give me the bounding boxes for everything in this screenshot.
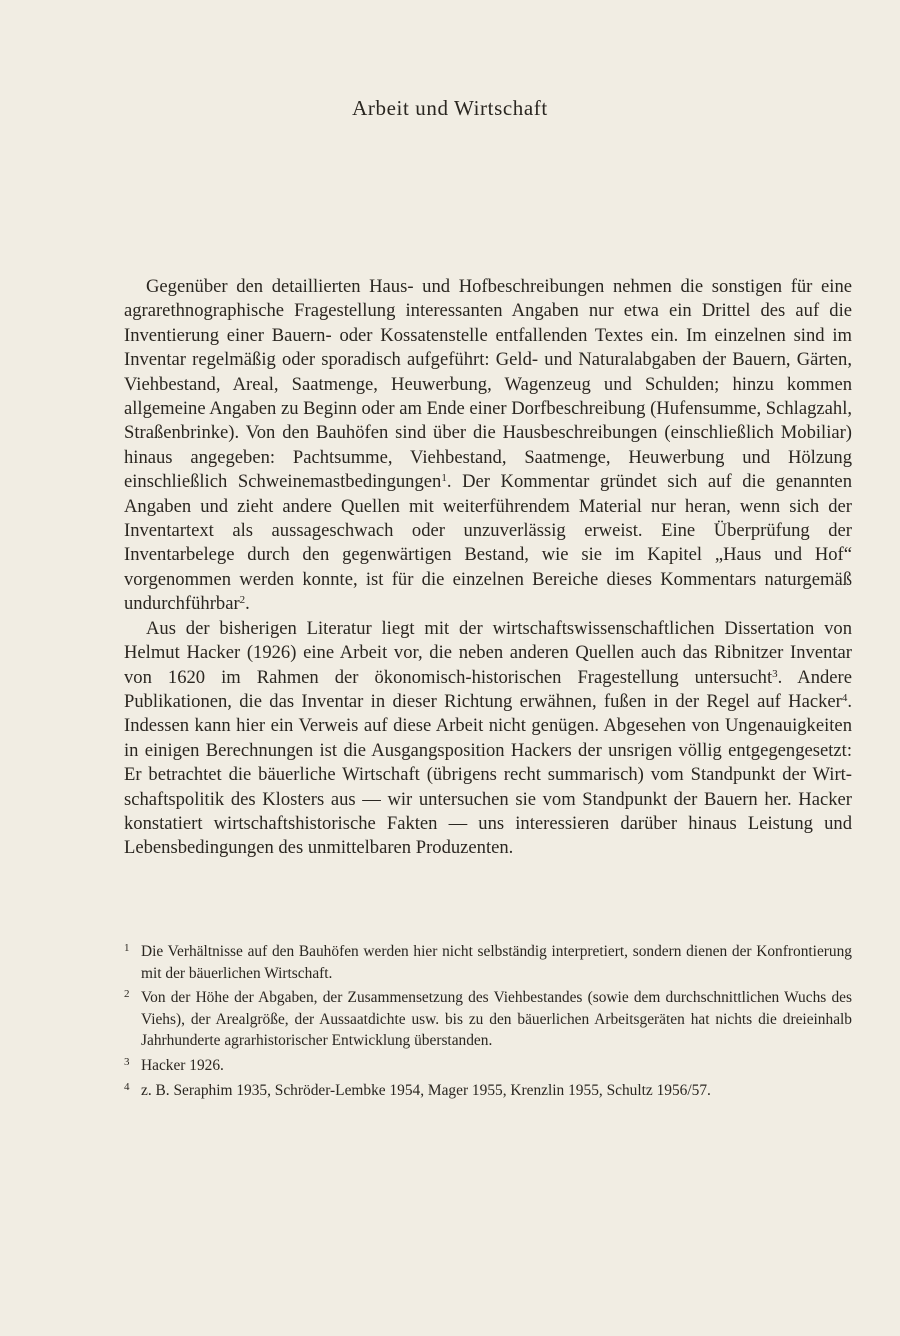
footnote-ref: 1 (441, 472, 447, 485)
paragraph-text: . Der Kommentar gründet sich auf die genannten Angaben und zieht andere Quellen mit weiterführendem Material nur heran, wenn sich der Inventartext als aussageschwach oder unzuverlässig erweist. Eine Überprüfung der Inventarbelege durch den gegenwärtigen Bestand, wie sie im Kapitel „Haus und Hof“ vorgenommen werden konnte, ist für die einzelnen Bereiche dieses Kommentars naturgemäß undurchführbar (124, 471, 852, 615)
footnote-text: Die Verhältnisse auf den Bauhöfen werden hier nicht selbständig interpretiert, sondern dienen der Konfrontierung mit der bäuerlichen Wirtschaft. (141, 943, 852, 982)
body-text (124, 275, 852, 861)
footnote (124, 941, 852, 984)
footnote-ref: 2 (239, 594, 246, 607)
paragraph-text: Gegenüber den detaillierten Haus- und Hofbeschreibungen nehmen die sonstigen für eine agrarethnographische Fragestellung interessanten Angaben nur etwa ein Drittel des auf die Inventierung einer Bauern- oder Kossatenstelle entfallenden Textes ein. Im einzelnen sind im Inventar regelmäßig oder sporadisch aufgeführt: Geld- und Naturalabgaben der Bauern, Gärten, Viehbestand, Areal, Saatmenge, Heuwerbung, Wagenzeug und Schulden; hinzu kommen allgemeine Angaben zu Beginn oder am Ende einer Dorfbeschreibung (Hufensumme, Schlagzahl, Straßenbrinke). Von den Bauhöfen sind über die Hausbeschreibungen (einschließlich Mobiliar) hinaus angegeben: Pachtsumme, Viehbestand, Saatmenge, Heuwerbung und Hölzung einschließlich Schweinemastbedingungen (124, 276, 853, 493)
footnote (124, 987, 852, 1052)
footnote-number: 4 (124, 1080, 130, 1093)
footnotes (124, 941, 852, 1104)
paragraph (124, 617, 852, 861)
footnote-ref: 4 (841, 691, 848, 704)
footnote-number: 1 (124, 942, 130, 954)
paragraph-text: Aus der bisherigen Literatur liegt mit der wirtschaftswissenschaftlichen Dissertation von Helmut Hacker (1926) eine Arbeit vor, die neben anderen Quellen auch das Ribnitzer Inventar von 1620 im Rahmen der ökonomisch-historischen Fragestellung untersucht (124, 617, 852, 688)
paragraph (124, 275, 852, 617)
footnote-text: z. B. Seraphim 1935, Schröder-Lembke 1954, Mager 1955, Krenzlin 1955, Schultz 1956/57. (141, 1081, 711, 1099)
footnote-text: Von der Höhe der Abgaben, der Zusammensetzung des Viehbestandes (sowie dem durchschnittlichen Wuchs des Viehs), der Arealgröße, der Aussaatdichte usw. bis zu den bäuerlichen Arbeitsgeräten hat nichts die dreieinhalb Jahrhunderte agrarhistorischer Entwicklung überstanden. (141, 989, 852, 1050)
footnote (124, 1055, 852, 1077)
paragraph-text: . Indessen kann hier ein Verweis auf diese Arbeit nicht genügen. Abgesehen von Ungenauigkeiten in einigen Berechnungen ist die Ausgangsposition Hackers der unsrigen völlig entgegengesetzt: Er betrachtet die bäuerliche Wirtschaft (übrigens recht summarisch) vom Standpunkt der Wirtschaftspolitik des Klosters aus — wir untersuchen sie vom Standpunkt der Bauern her. Hacker konstatiert wirtschaftshistorische Fakten — uns interessieren darüber hinaus Leistung und Lebensbedingungen des unmittelbaren Produzenten. (124, 690, 852, 859)
paragraph-text: . Andere Publikationen, die das Inventar in dieser Richtung erwähnen, fußen in der Regel auf Hacker (124, 666, 852, 712)
footnote-ref: 3 (772, 667, 778, 680)
footnote-text: Hacker 1926. (141, 1056, 224, 1074)
footnote-number: 2 (124, 988, 130, 1001)
footnote (124, 1080, 852, 1102)
paragraph-text: . (245, 593, 250, 615)
footnote-number: 3 (124, 1055, 130, 1068)
chapter-heading: Arbeit und Wirtschaft (352, 96, 548, 120)
